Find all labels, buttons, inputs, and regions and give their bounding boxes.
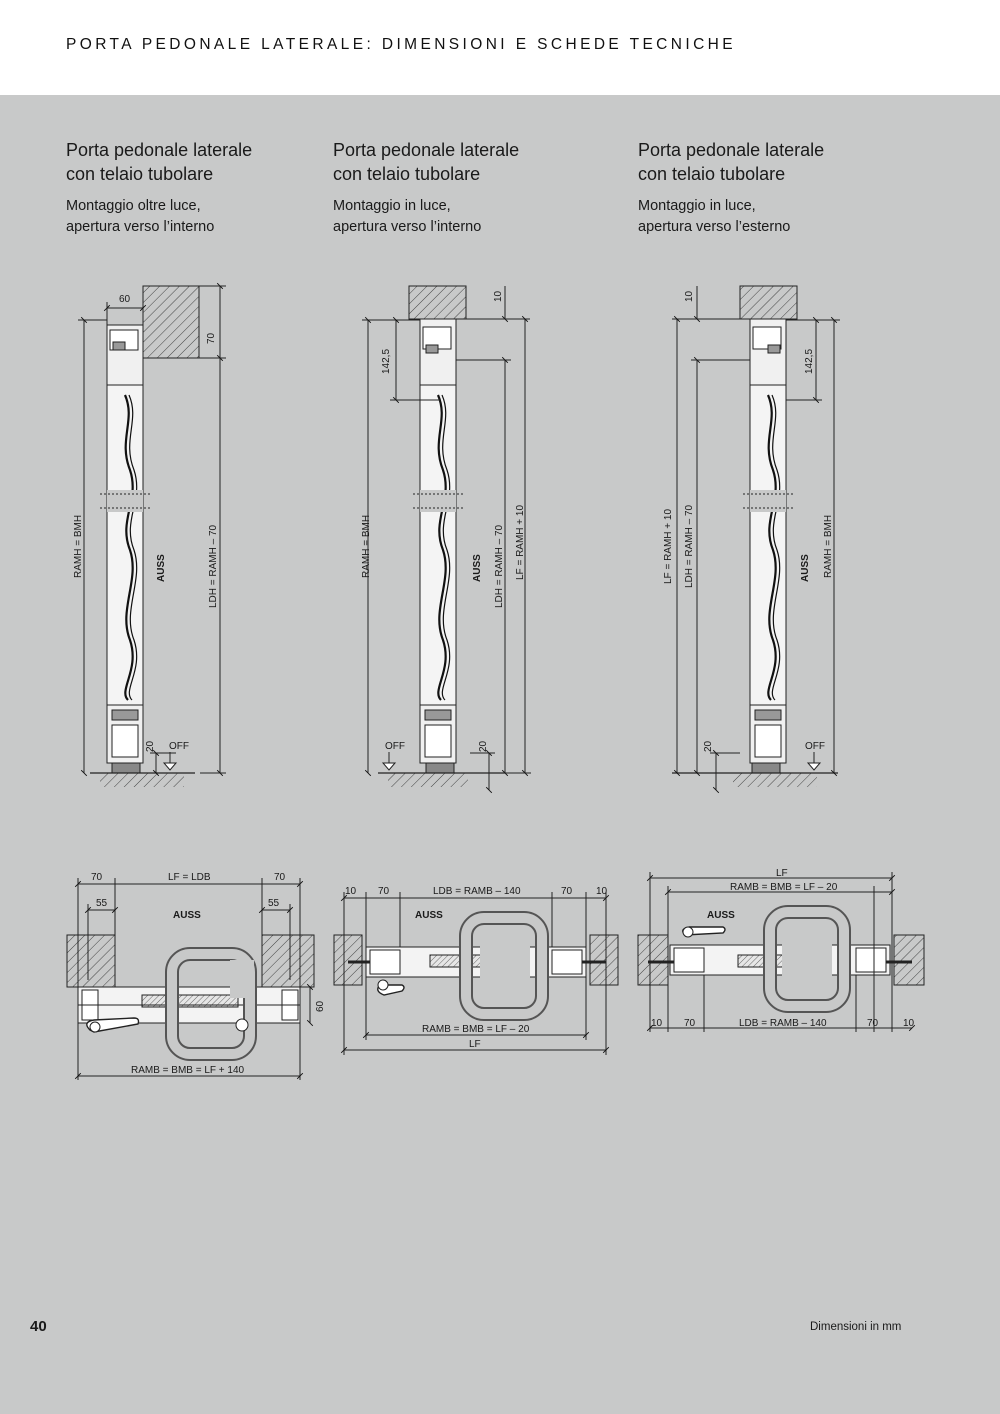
column-3-sub-line2: apertura verso l’esterno bbox=[638, 219, 791, 235]
column-3-title-line2: con telaio tubolare bbox=[638, 163, 786, 184]
plan3-dim-b: 70 bbox=[684, 1018, 696, 1029]
plan1-bottom-label: RAMB = BMB = LF + 140 bbox=[131, 1065, 245, 1076]
column-2-title-line2: con telaio tubolare bbox=[333, 163, 481, 184]
plan2-dim-a: 10 bbox=[345, 886, 357, 897]
plan2-lf-label: LF bbox=[469, 1039, 481, 1050]
sec3-ldh-label: LDH = RAMH – 70 bbox=[684, 504, 695, 588]
sec2-auss-label: AUSS bbox=[472, 554, 483, 582]
sec2-bottom-offset: 20 bbox=[478, 740, 489, 752]
wall-lintel-2 bbox=[409, 286, 466, 319]
floor-2 bbox=[388, 773, 468, 787]
plan1-depth-label: 60 bbox=[315, 1000, 326, 1012]
column-2-title-line1: Porta pedonale laterale bbox=[333, 140, 520, 160]
column-1-title-line2: con telaio tubolare bbox=[66, 163, 214, 184]
sec1-top-width: 60 bbox=[119, 294, 131, 305]
sec1-bottom-offset: 20 bbox=[145, 740, 156, 752]
sec3-bottom-offset: 20 bbox=[703, 740, 714, 752]
column-3-sub-line1: Montaggio in luce, bbox=[638, 198, 756, 214]
plan1-dim-left: 70 bbox=[91, 872, 103, 883]
sec3-head-height: 142,5 bbox=[804, 348, 815, 374]
plan3-dim-a: 10 bbox=[651, 1018, 663, 1029]
column-2-sub-line2: apertura verso l’interno bbox=[333, 219, 482, 235]
door-leaf-3 bbox=[750, 385, 786, 705]
wall-lintel-3 bbox=[740, 286, 797, 319]
plan-drawing-3 bbox=[638, 872, 924, 1032]
sec2-head-height: 142,5 bbox=[381, 348, 392, 374]
plan3-ramb-label: RAMB = BMB = LF – 20 bbox=[730, 882, 838, 893]
section-drawing-1 bbox=[78, 286, 226, 787]
column-1-title-line1: Porta pedonale laterale bbox=[66, 140, 253, 160]
plan2-dim-b: 70 bbox=[378, 886, 390, 897]
plan3-dim-center: LDB = RAMB – 140 bbox=[739, 1018, 827, 1029]
sec2-top-offset: 10 bbox=[493, 290, 504, 302]
plan3-wall-right bbox=[894, 935, 924, 985]
plan2-wall-right bbox=[590, 935, 618, 985]
plan1-wall-left bbox=[67, 935, 115, 987]
plan1-dim-inner-left: 55 bbox=[96, 898, 108, 909]
plan3-dim-d: 10 bbox=[903, 1018, 915, 1029]
page-number: 40 bbox=[30, 1318, 47, 1335]
plan2-dim-c: 70 bbox=[561, 886, 573, 897]
sec1-right-label: LDH = RAMH – 70 bbox=[208, 524, 219, 608]
plan2-wall-left bbox=[334, 935, 362, 985]
column-2-sub-line1: Montaggio in luce, bbox=[333, 198, 451, 214]
sec3-right-label: RAMH = BMH bbox=[823, 514, 834, 578]
sec3-auss-label: AUSS bbox=[800, 554, 811, 582]
column-3-title-line1: Porta pedonale laterale bbox=[638, 140, 825, 160]
plan1-wall-right bbox=[262, 935, 314, 987]
plan3-dim-c: 70 bbox=[867, 1018, 879, 1029]
plan1-auss-label: AUSS bbox=[173, 910, 201, 921]
units-note: Dimensioni in mm bbox=[810, 1321, 902, 1333]
floor-1 bbox=[100, 773, 184, 787]
sec1-off-label: OFF bbox=[169, 741, 189, 752]
sec1-left-label: RAMH = BMH bbox=[73, 514, 84, 578]
column-1-sub-line2: apertura verso l’interno bbox=[66, 219, 215, 235]
plan3-lf-label: LF bbox=[776, 868, 788, 879]
sec1-auss-label: AUSS bbox=[156, 554, 167, 582]
sec3-lf-label: LF = RAMH + 10 bbox=[663, 508, 674, 584]
sec2-lf-label: LF = RAMH + 10 bbox=[515, 504, 526, 580]
page-title: PORTA PEDONALE LATERALE: DIMENSIONI E SCHEDE TECNICHE bbox=[66, 36, 737, 53]
sec1-top-height: 70 bbox=[206, 332, 217, 344]
sec3-off-label: OFF bbox=[805, 741, 825, 752]
plan2-dim-center: LDB = RAMB – 140 bbox=[433, 886, 521, 897]
plan1-dim-right: 70 bbox=[274, 872, 286, 883]
sec2-left-label: RAMH = BMH bbox=[361, 514, 372, 578]
sec2-off-label: OFF bbox=[385, 741, 405, 752]
wall-lintel-1 bbox=[143, 286, 199, 358]
plan1-dim-center: LF = LDB bbox=[168, 872, 211, 883]
plan2-dim-d: 10 bbox=[596, 886, 608, 897]
column-1-sub-line1: Montaggio oltre luce, bbox=[66, 198, 201, 214]
door-leaf-1 bbox=[107, 385, 143, 705]
sec3-top-offset: 10 bbox=[684, 290, 695, 302]
plan3-auss-label: AUSS bbox=[707, 910, 735, 921]
plan3-wall-left bbox=[638, 935, 668, 985]
plan2-ramb-label: RAMB = BMB = LF – 20 bbox=[422, 1024, 530, 1035]
floor-3 bbox=[733, 773, 817, 787]
plan1-dim-inner-right: 55 bbox=[268, 898, 280, 909]
door-leaf-2 bbox=[420, 385, 456, 705]
plan2-auss-label: AUSS bbox=[415, 910, 443, 921]
sec2-ldh-label: LDH = RAMH – 70 bbox=[494, 524, 505, 608]
